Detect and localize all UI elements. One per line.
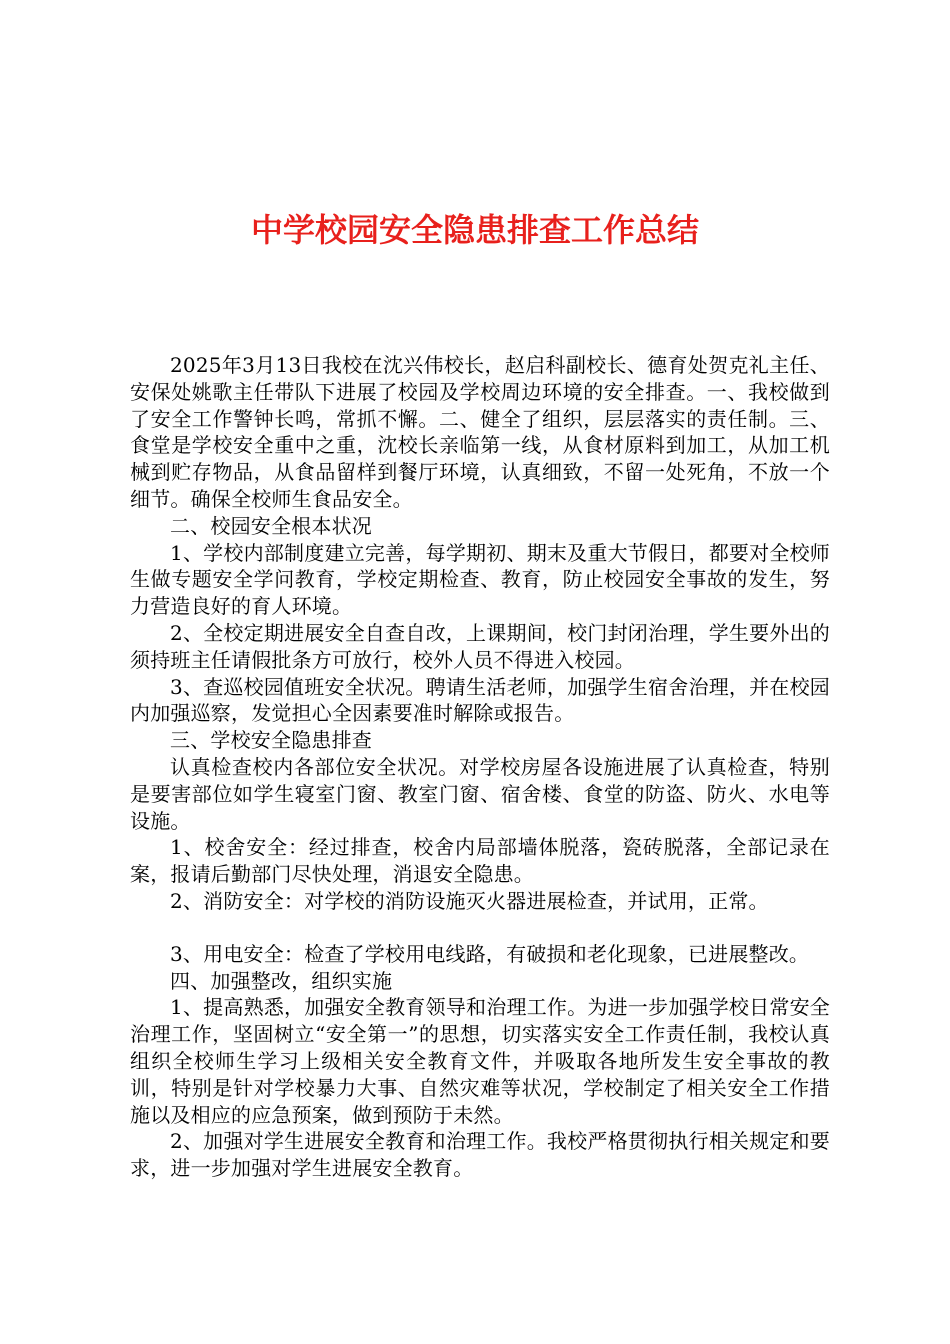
- paragraph-rectification-2: 2、加强对学生进展安全教育和治理工作。我校严格贯彻执行相关规定和要求，进一步加强对学生进展安全教育。: [130, 1129, 830, 1181]
- section-heading-hazard-inspection: 三、学校安全隐患排查: [170, 728, 372, 753]
- paragraph-fire-safety: 2、消防安全：对学校的消防设施灭火器进展检查，并试用，正常。: [170, 888, 769, 913]
- section-heading-basic-status: 二、校园安全根本状况: [170, 513, 372, 538]
- paragraph-basic-status-1: 1、学校内部制度建立完善，每学期初、期末及重大节假日，都要对全校师生做专题安全学问教育，学校定期检查、教育，防止校园安全事故的发生，努力营造良好的育人环境。: [130, 540, 830, 619]
- paragraph-basic-status-3: 3、查巡校园值班安全状况。聘请生活老师，加强学生宿舍治理，并在校园内加强巡察，发觉担心全因素要准时解除或报告。: [130, 674, 830, 726]
- paragraph-basic-status-2: 2、全校定期进展安全自查自改，上课期间，校门封闭治理，学生要外出的须持班主任请假批条方可放行，校外人员不得进入校园。: [130, 620, 830, 672]
- section-heading-rectification: 四、加强整改，组织实施: [170, 968, 393, 993]
- paragraph-building-safety: 1、校舍安全：经过排查，校舍内局部墙体脱落，瓷砖脱落，全部记录在案，报请后勤部门尽快处理，消退安全隐患。: [130, 835, 830, 887]
- document-body: [130, 352, 830, 1182]
- document-title: 中学校园安全隐患排查工作总结: [250, 211, 699, 249]
- paragraph-electrical-safety: 3、用电安全：检查了学校用电线路，有破损和老化现象，已进展整改。: [170, 941, 810, 966]
- paragraph-intro: 2025年3月13日我校在沈兴伟校长，赵启科副校长、德育处贺克礼主任、安保处姚歌主任带队下进展了校园及学校周边环境的安全排查。一、我校做到了安全工作警钟长鸣，常抓不懈。二、健全了组织，层层落实的责任制。三、食堂是学校安全重中之重，沈校长亲临第一线，从食材原料到加工，从加工机械到贮存物品，从食品留样到餐厅环境，认真细致，不留一处死角，不放一个细节。确保全校师生食品安全。: [130, 353, 830, 511]
- paragraph-rectification-1: 1、提高熟悉，加强安全教育领导和治理工作。为进一步加强学校日常安全治理工作，坚固树立“安全第一”的思想，切实落实安全工作责任制，我校认真组织全校师生学习上级相关安全教育文件，并吸取各地所发生安全事故的教训，特别是针对学校暴力大事、自然灾难等状况，学校制定了相关安全工作措施以及相应的应急预案，做到预防于未然。: [130, 995, 830, 1127]
- paragraph-hazard-overview: 认真检查校内各部位安全状况。对学校房屋各设施进展了认真检查，特别是要害部位如学生寝室门窗、教室门窗、宿舍楼、食堂的防盗、防火、水电等设施。: [130, 754, 830, 833]
